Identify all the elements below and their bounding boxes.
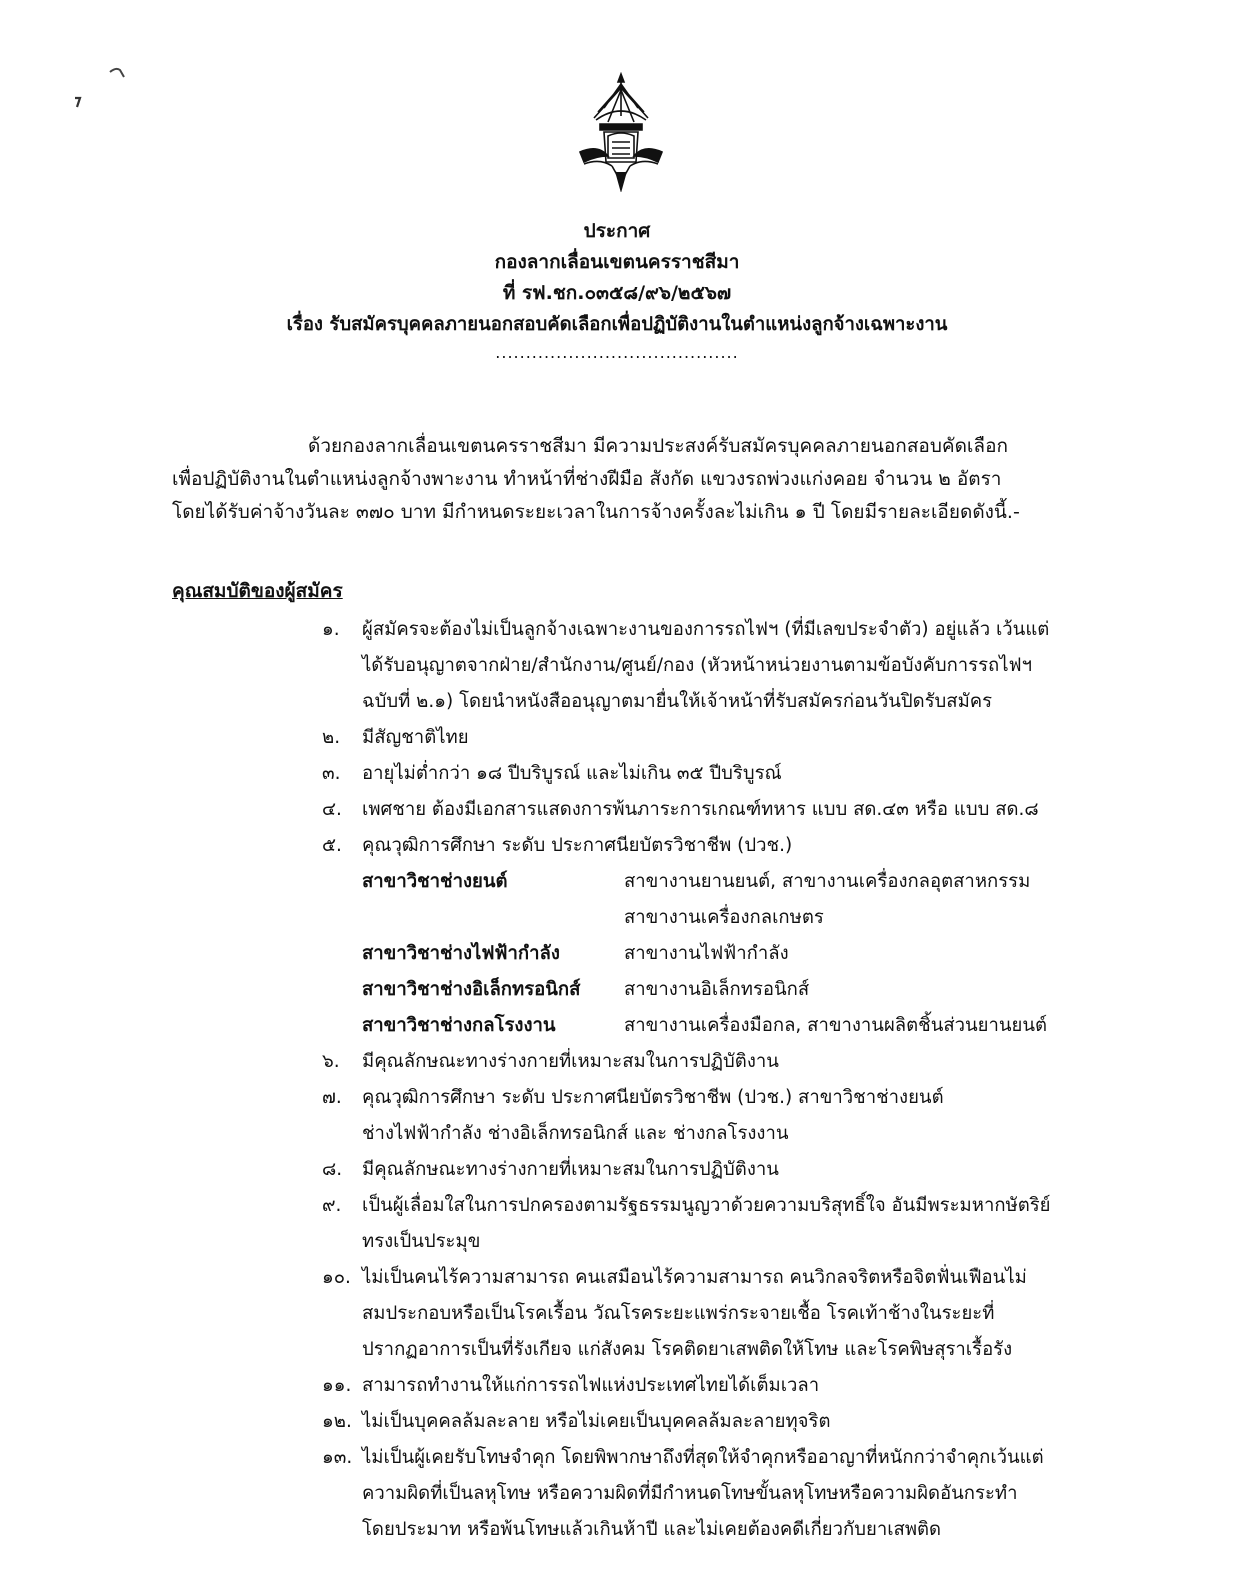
major-branch: สาขางานไฟฟ้ากำลัง: [624, 943, 789, 964]
item-number: ๑๓.: [322, 1447, 353, 1468]
item-text: สามารถทำงานให้แก่การรถไฟแห่งประเทศไทยได้เต็มเวลา: [362, 1375, 820, 1396]
item-text: คุณวุฒิการศึกษา ระดับ ประกาศนียบัตรวิชาชีพ (ปวช.) สาขาวิชาช่างยนต์: [362, 1087, 944, 1108]
item-text: ช่างไฟฟ้ากำลัง ช่างอิเล็กทรอนิกส์ และ ช่างกลโรงงาน: [362, 1123, 789, 1144]
item-text: เพศชาย ต้องมีเอกสารแสดงการพ้นภาระการเกณฑ์ทหาร แบบ สด.๔๓ หรือ แบบ สด.๘: [362, 799, 1039, 820]
item-text: ความผิดที่เป็นลหุโทษ หรือความผิดที่มีกำหนดโทษขั้นลหุโทษหรือความผิดอันกระทำ: [362, 1483, 1018, 1504]
item-text: เป็นผู้เลื่อมใสในการปกครองตามรัฐธรรมนูญวาด้วยความบริสุทธิ์ใจ อันมีพระมหากษัตริย์: [362, 1195, 1051, 1216]
item-text: ปรากฏอาการเป็นที่รังเกียจ แก่สังคม โรคติดยาเสพติดให้โทษ และโรคพิษสุราเรื้อรัง: [362, 1339, 1013, 1360]
item-text: สมประกอบหรือเป็นโรคเรื้อน วัณโรคระยะแพร่กระจายเชื้อ โรคเท้าช้างในระยะที่: [362, 1303, 995, 1324]
item-text: ทรงเป็นประมุข: [362, 1231, 481, 1252]
item-text: มีสัญชาติไทย: [362, 727, 469, 748]
major-name: สาขาวิชาช่างกลโรงงาน: [362, 1015, 556, 1036]
item-number: ๕.: [322, 835, 342, 856]
item-number: ๒.: [322, 727, 341, 748]
document-number: ที่ รฟ.ชก.๐๓๕๘/๙๖/๒๕๖๗: [502, 282, 732, 304]
item-text: ผู้สมัครจะต้องไม่เป็นลูกจ้างเฉพาะงานของการรถไฟฯ (ที่มีเลขประจำตัว) อยู่แล้ว เว้นแต่: [362, 619, 1050, 640]
pen-mark-left: [72, 96, 84, 110]
item-number: ๔.: [322, 799, 342, 820]
qualifications-heading: คุณสมบัติของผู้สมัคร: [172, 580, 343, 602]
major-name: สาขาวิชาช่างยนต์: [362, 871, 508, 892]
major-branch: สาขางานเครื่องกลเกษตร: [624, 907, 824, 928]
intro-line: ด้วยกองลากเลื่อนเขตนครราชสีมา มีความประสงค์รับสมัครบุคคลภายนอกสอบคัดเลือก: [308, 435, 1008, 457]
major-name: สาขาวิชาช่างอิเล็กทรอนิกส์: [362, 979, 581, 1000]
major-branch: สาขางานอิเล็กทรอนิกส์: [624, 979, 810, 1000]
list-item: [322, 720, 1122, 756]
list-item: [322, 1260, 1122, 1368]
list-item: [322, 1440, 1122, 1548]
item-number: ๑.: [322, 619, 340, 640]
item-text: ฉบับที่ ๒.๑) โดยนำหนังสืออนุญาตมายื่นให้เจ้าหน้าที่รับสมัครก่อนวันปิดรับสมัคร: [362, 691, 993, 712]
major-row: [362, 972, 1122, 1008]
majors-table: [362, 864, 1122, 1044]
list-item: [322, 1188, 1122, 1260]
intro-line: โดยได้รับค่าจ้างวันละ ๓๗๐ บาท มีกำหนดระยะเวลาในการจ้างครั้งละไม่เกิน ๑ ปี โดยมีรายละเอียดดังนี้.-: [172, 501, 1020, 523]
document-header: [0, 216, 1234, 366]
item-number: ๖.: [322, 1051, 340, 1072]
qualifications-list: [322, 612, 1122, 1548]
pen-mark-top: [108, 66, 128, 80]
item-text: ไม่เป็นบุคคลล้มละลาย หรือไม่เคยเป็นบุคคลล้มละลายทุจริต: [362, 1411, 831, 1432]
item-text: ไม่เป็นผู้เคยรับโทษจำคุก โดยพิพากษาถึงที่สุดให้จำคุกหรืออาญาที่หนักกว่าจำคุกเว้นแต่: [362, 1447, 1044, 1468]
major-row: [362, 936, 1122, 972]
item-text: โดยประมาท หรือพ้นโทษแล้วเกินห้าปี และไม่เคยต้องคดีเกี่ยวกับยาเสพติด: [362, 1519, 942, 1540]
item-number: ๙.: [322, 1195, 342, 1216]
intro-line: เพื่อปฏิบัติงานในตำแหน่งลูกจ้างพาะงาน ทำหน้าที่ช่างฝีมือ สังกัด แขวงรถพ่วงแก่งคอย จำนวน ๒ อัตรา: [172, 468, 1002, 490]
list-item: [322, 1152, 1122, 1188]
major-row: [362, 1008, 1122, 1044]
item-number: ๑๑.: [322, 1375, 352, 1396]
major-name: สาขาวิชาช่างไฟฟ้ากำลัง: [362, 943, 560, 964]
announcement-title: ประกาศ: [583, 220, 651, 242]
item-number: ๓.: [322, 763, 341, 784]
item-text: มีคุณลักษณะทางร่างกายที่เหมาะสมในการปฏิบัติงาน: [362, 1159, 779, 1180]
list-item: [322, 792, 1122, 828]
major-row: [362, 864, 1122, 936]
item-number: ๑๒.: [322, 1411, 352, 1432]
list-item: [322, 1080, 1122, 1152]
item-text: มีคุณลักษณะทางร่างกายที่เหมาะสมในการปฏิบัติงาน: [362, 1051, 779, 1072]
item-number: ๗.: [322, 1087, 342, 1108]
office-name: กองลากเลื่อนเขตนครราชสีมา: [494, 251, 740, 273]
major-branches: [624, 864, 1122, 936]
list-item: [322, 1044, 1122, 1080]
item-number: ๑๐.: [322, 1267, 351, 1288]
item-text: คุณวุฒิการศึกษา ระดับ ประกาศนียบัตรวิชาชีพ (ปวช.): [362, 835, 793, 856]
list-item: [322, 1404, 1122, 1440]
railway-emblem-logo: [578, 72, 664, 192]
major-branch: สาขางานยานยนต์, สาขางานเครื่องกลอุตสาหกรรม: [624, 871, 1031, 892]
list-item: [322, 1368, 1122, 1404]
major-branch: สาขางานเครื่องมือกล, สาขางานผลิตชิ้นส่วนยานยนต์: [624, 1015, 1048, 1036]
intro-paragraph: [172, 430, 1112, 529]
subject-line: เรื่อง รับสมัครบุคคลภายนอกสอบคัดเลือกเพื่อปฏิบัติงานในตำแหน่งลูกจ้างเฉพาะงาน: [286, 314, 948, 335]
item-text: อายุไม่ต่ำกว่า ๑๘ ปีบริบูรณ์ และไม่เกิน ๓๕ ปีบริบูรณ์: [362, 763, 782, 784]
item-text: ได้รับอนุญาตจากฝ่าย/สำนักงาน/ศูนย์/กอง (หัวหน้าหน่วยงานตามข้อบังคับการรถไฟฯ: [362, 655, 1033, 676]
list-item: [322, 612, 1122, 720]
item-number: ๘.: [322, 1159, 343, 1180]
list-item: [322, 828, 1122, 864]
header-divider: ........................................: [495, 343, 739, 362]
item-text: ไม่เป็นคนไร้ความสามารถ คนเสมือนไร้ความสามารถ คนวิกลจริตหรือจิตฟั่นเฟือนไม่: [362, 1267, 1027, 1288]
list-item: [322, 756, 1122, 792]
